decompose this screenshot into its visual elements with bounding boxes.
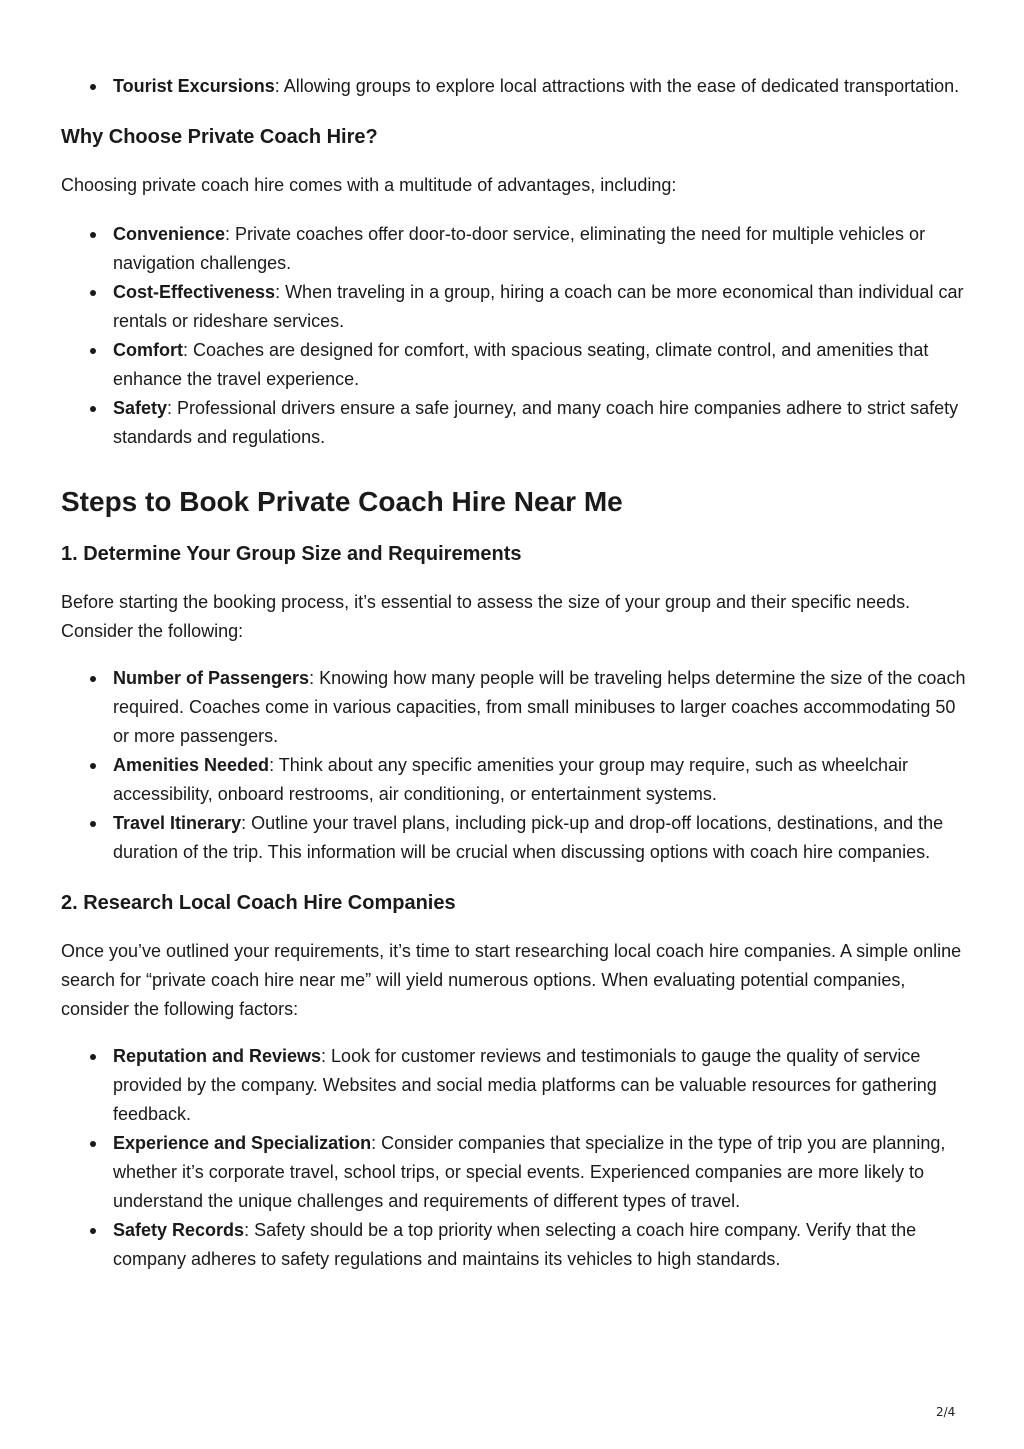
why-intro: Choosing private coach hire comes with a multitude of advantages, including: bbox=[61, 175, 677, 195]
list-item-term: Safety Records bbox=[113, 1220, 245, 1240]
why-list bbox=[61, 220, 966, 452]
list-item-text: : Consider companies that specialize in the type of trip you are planning, whether it’s corporate travel, school trips, or special events. Experienced companies are more likely to understand the unique challenges and requirements of different types of travel. bbox=[113, 1133, 946, 1211]
list-item-text: : Safety should be a top priority when selecting a coach hire company. Verify that the company adheres to safety regulations and maintains its vehicles to high standards. bbox=[113, 1220, 917, 1269]
list-item bbox=[61, 1129, 966, 1216]
step1-heading: 1. Determine Your Group Size and Requirements bbox=[61, 543, 522, 565]
list-item-text: : Coaches are designed for comfort, with spacious seating, climate control, and amenities that enhance the travel experience. bbox=[113, 340, 929, 389]
list-item-text: : Professional drivers ensure a safe journey, and many coach hire companies adhere to strict safety standards and regulations. bbox=[113, 398, 959, 447]
list-item bbox=[61, 751, 966, 809]
list-item-text: : Think about any specific amenities your group may require, such as wheelchair accessibility, onboard restrooms, air conditioning, or entertainment systems. bbox=[113, 755, 909, 804]
list-item bbox=[61, 1042, 966, 1129]
list-item-term: Reputation and Reviews bbox=[113, 1046, 322, 1066]
list-item-text: : Knowing how many people will be traveling helps determine the size of the coach required. Coaches come in various capacities, from small minibuses to larger coaches accommodating 50 or more passengers. bbox=[113, 668, 966, 746]
list-item bbox=[61, 664, 966, 751]
list-item-text: : Look for customer reviews and testimonials to gauge the quality of service provided by the company. Websites and social media platforms can be valuable resources for gathering feedback. bbox=[113, 1046, 937, 1124]
list-item-term: Comfort bbox=[113, 340, 183, 360]
list-item-text: : When traveling in a group, hiring a coach can be more economical than individual car rentals or rideshare services. bbox=[113, 282, 964, 331]
list-item-text: : Allowing groups to explore local attractions with the ease of dedicated transportation. bbox=[274, 76, 960, 96]
step2-heading: 2. Research Local Coach Hire Companies bbox=[61, 892, 456, 914]
page-number: 2/4 bbox=[936, 1405, 956, 1419]
list-item bbox=[61, 220, 966, 278]
list-item bbox=[61, 394, 966, 452]
list-item-term: Travel Itinerary bbox=[113, 813, 242, 833]
document-page bbox=[61, 72, 966, 1274]
list-item-term: Convenience bbox=[113, 224, 226, 244]
list-item bbox=[61, 336, 966, 394]
step1-list bbox=[61, 664, 966, 867]
list-item bbox=[61, 809, 966, 867]
list-item-term: Tourist Excursions bbox=[113, 76, 275, 96]
intro-list bbox=[61, 72, 966, 101]
list-item-text: : Private coaches offer door-to-door service, eliminating the need for multiple vehicles or navigation challenges. bbox=[113, 224, 926, 273]
steps-heading: Steps to Book Private Coach Hire Near Me bbox=[61, 486, 623, 517]
step2-list bbox=[61, 1042, 966, 1274]
list-item bbox=[61, 1216, 966, 1274]
list-item-term: Cost-Effectiveness bbox=[113, 282, 276, 302]
why-heading: Why Choose Private Coach Hire? bbox=[61, 126, 378, 148]
list-item-term: Experience and Specialization bbox=[113, 1133, 372, 1153]
list-item-term: Amenities Needed bbox=[113, 755, 270, 775]
list-item-term: Safety bbox=[113, 398, 168, 418]
step2-intro: Once you’ve outlined your requirements, it’s time to start researching local coach hire companies. A simple online search for “private coach hire near me” will yield numerous options. When evaluating potential companies, consider the following factors: bbox=[61, 941, 962, 1019]
list-item-term: Number of Passengers bbox=[113, 668, 310, 688]
list-item-text: : Outline your travel plans, including pick-up and drop-off locations, destinations, and the duration of the trip. This information will be crucial when discussing options with coach hire companies. bbox=[113, 813, 944, 862]
step1-intro: Before starting the booking process, it’s essential to assess the size of your group and their specific needs. Consider the following: bbox=[61, 592, 911, 641]
list-item bbox=[61, 278, 966, 336]
list-item bbox=[61, 72, 966, 101]
